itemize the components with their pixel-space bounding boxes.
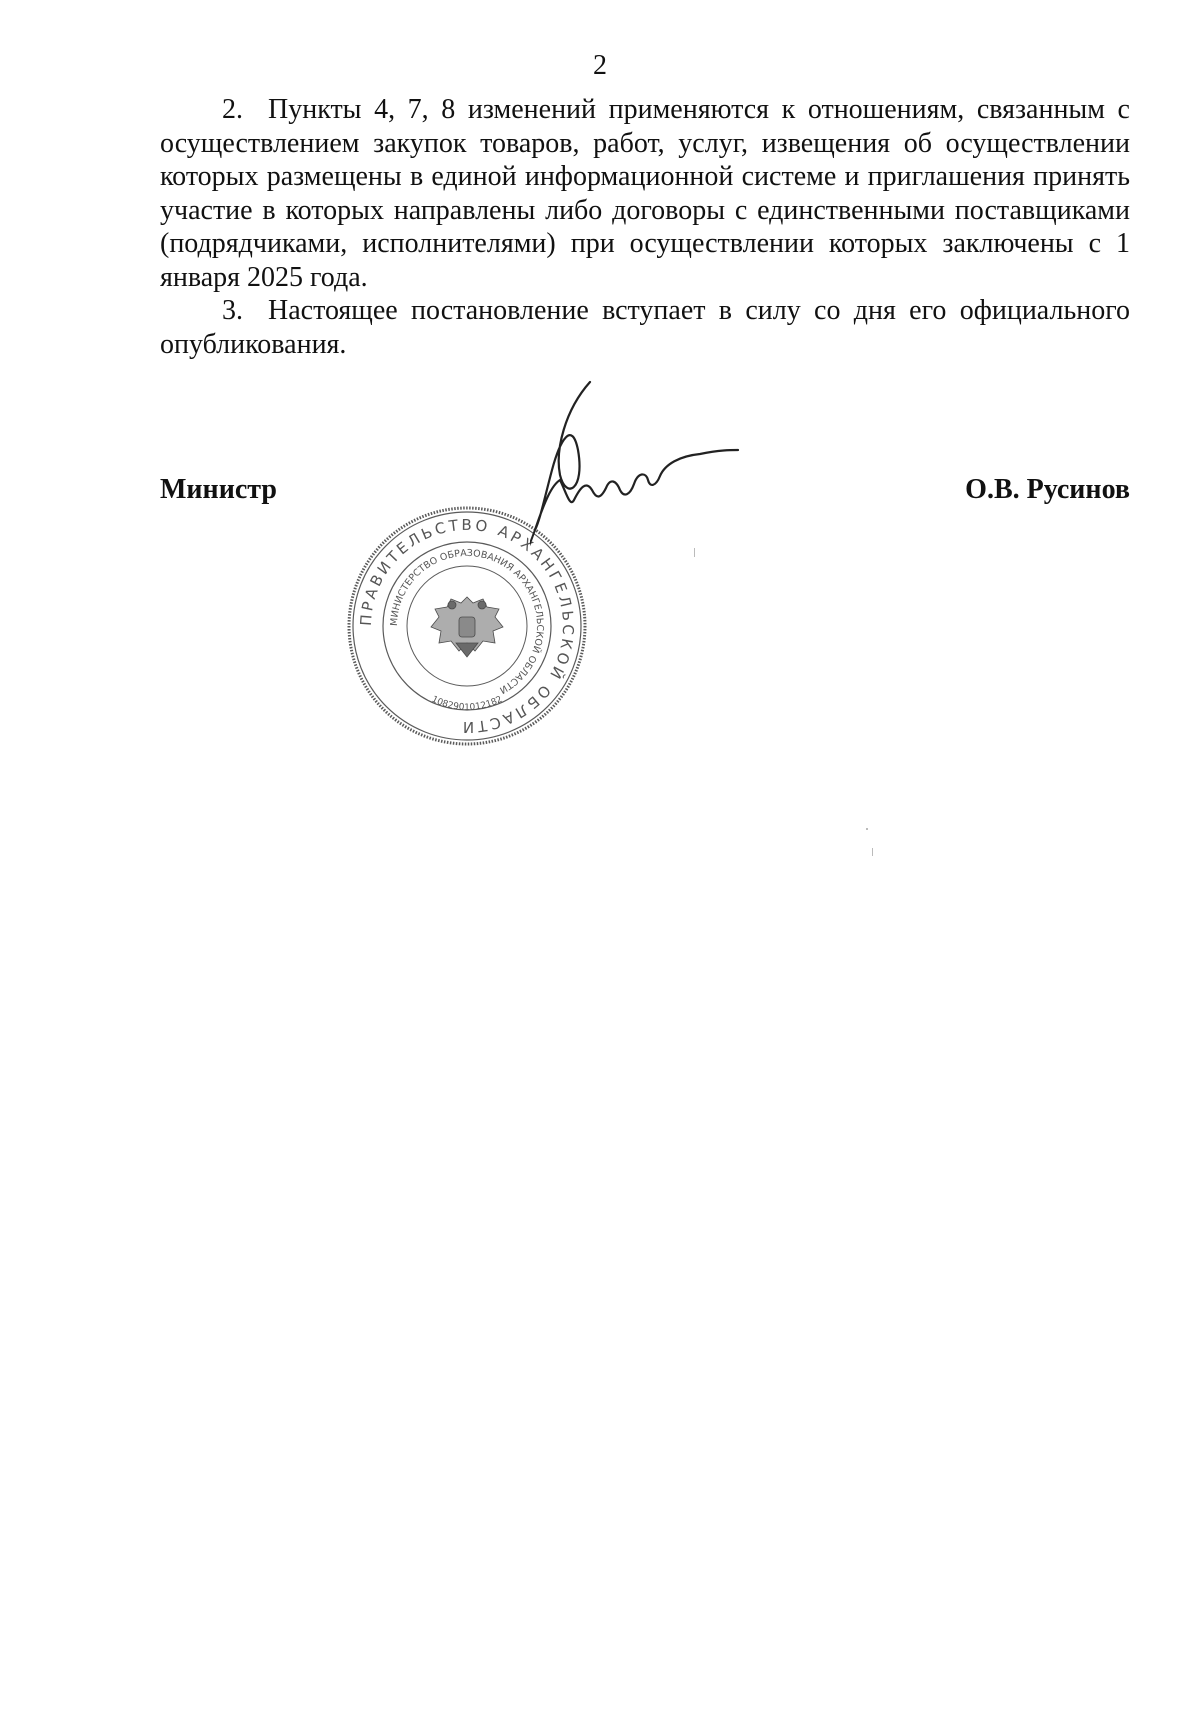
page-number: 2	[593, 50, 607, 81]
signatory-name: О.В. Русинов	[965, 474, 1130, 505]
svg-text:МИНИСТЕРСТВО ОБРАЗОВАНИЯ АРХАН: МИНИСТЕРСТВО ОБРАЗОВАНИЯ АРХАНГЕЛЬСКОЙ ОБЛАСТИ	[388, 547, 546, 696]
scan-artifact	[694, 548, 695, 557]
scan-artifact	[872, 848, 873, 856]
document-body	[160, 93, 1130, 361]
paragraph-2	[160, 93, 1130, 294]
paragraph-number: 3.	[222, 295, 243, 326]
handwritten-signature	[530, 380, 770, 620]
signature-icon	[530, 380, 770, 620]
svg-text:1082901012182: 1082901012182	[429, 694, 505, 713]
paragraph-text: Настоящее постановление вступает в силу со дня его официального опубликования.	[160, 295, 1130, 360]
double-headed-eagle-icon	[431, 597, 503, 657]
scan-artifact	[866, 828, 868, 830]
signatory-title: Министр	[160, 474, 277, 505]
paragraph-text: Пункты 4, 7, 8 изменений применяются к отношениям, связанным с осуществлением закупок товаров, работ, услуг, извещения об осуществлении которых размещены в единой информационной системе и приглашения принять участие в которых направлены либо договоры с единственными поставщиками (подрядчиками, исполнителями) при осуществлении которых заключены с 1 января 2025 года.	[160, 94, 1130, 293]
paragraph-3	[160, 294, 1130, 361]
paragraph-number: 2.	[222, 94, 243, 125]
svg-text:ПРАВИТЕЛЬСТВО АРХАНГЕЛЬСКОЙ ОБ: ПРАВИТЕЛЬСТВО АРХАНГЕЛЬСКОЙ ОБЛАСТИ	[356, 515, 578, 737]
